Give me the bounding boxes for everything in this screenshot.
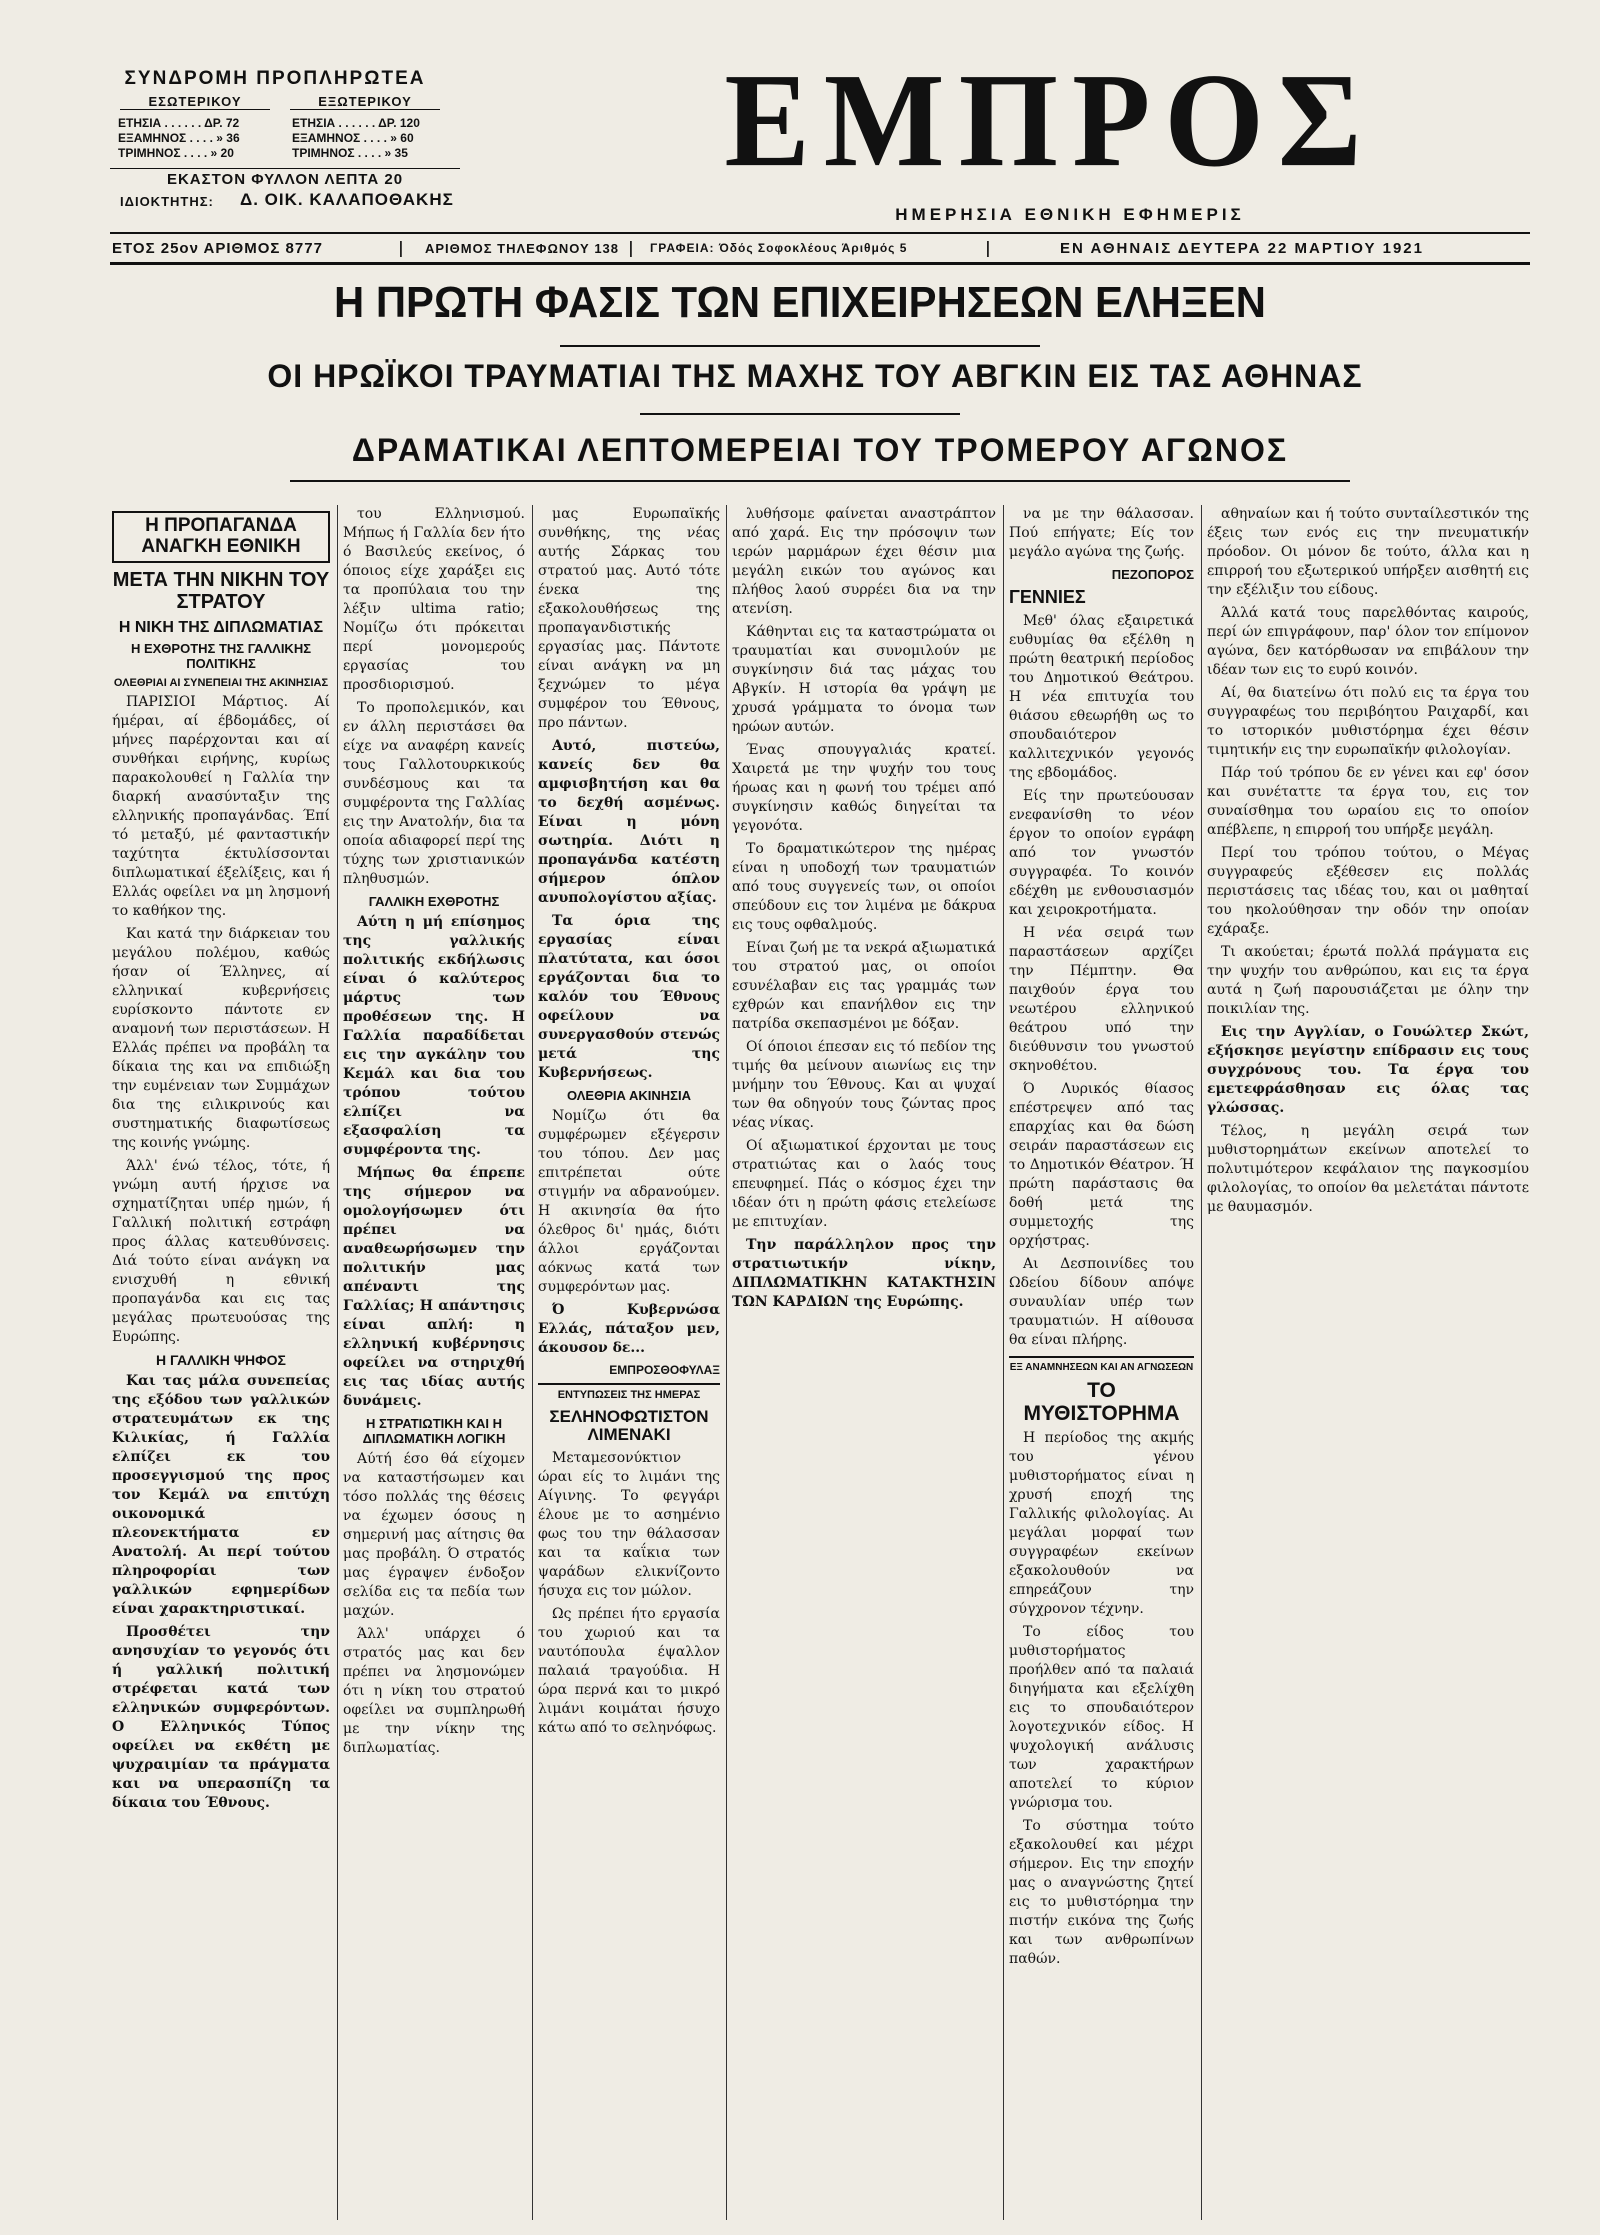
column-divider xyxy=(532,505,533,2220)
article-paragraph: Προσθέτει την ανησυχίαν το γεγονός ότι ή γαλλική πολιτική στρέφεται κατά των ελληνικών συμφερόντων. Ο Ελληνικός Τύπος οφείλει να εκθέτη με ψυχραιμίαν τα πράγματα και να υπερασπίζη τα δίκαια του Έθνους. xyxy=(112,1624,330,1812)
article-paragraph: Νομίζω ότι θα συμφέρωμεν εξέγερσιν του τόπου. Δεν μας επιτρέπεται ούτε στιγμήν να αδρανούμεν. Η ακινησία θα ήτο όλεθρος δι' ημάς, διότι άλλοι εργάζονται αόκνως κατά των συμφερόντων μας. xyxy=(538,1108,720,1296)
article-paragraph: Αύτη η μή επίσημος της γαλλικής πολιτικής εκδήλωσις είναι ό καλύτερος μάρτυς των προθέσεων της. Η Γαλλία παραδίδεται εις την αγκάλην του Κεμάλ και δια του τρόπου τούτου ελπίζει να εξασφαλίση τα συμφέροντα της. xyxy=(343,914,525,1159)
article-paragraph: αθηναίων και ή τούτο συνταίλεστικόν της έξεις των ενός εις την πνευματικήν πρόοδον. Οι μόνον δε τούτο, άλλα και η επιρροή του εξωτερικού υπήρξεν αισθητή εις την εξέλιξιν του είδους. xyxy=(1207,506,1529,598)
article-paragraph: Είναι ζωή με τα νεκρά αξιωματικά του στρατού μας, οι οποίοι εσυνέλαβαν εις τας γραμμάς των εχθρών και επανήλθον εις την πατρίδα σκεπασμένοι με δόξαν. xyxy=(732,940,996,1032)
article-signature: ΕΜΠΡΟΣΘΟΦΥΛΑΞ xyxy=(609,1363,720,1378)
owner-name: Δ. ΟΙΚ. ΚΑΛΑΠΟΘΑΚΗΣ xyxy=(240,190,454,209)
article-paragraph: Το είδος του μυθιστορήματος προήλθεν από τα παλαιά διηγήματα και εξελίχθη εις το σπουδαιότερον λογοτεχνικόν είδος. Η ψυχολογική ανάλυσις των χαρακτήρων αποτελεί το κύριον γνώρισμα του. xyxy=(1009,1624,1194,1812)
article-paragraph: Αύτή έσο θά είχομεν να καταστήσωμεν και τόσο πολλάς της θέσεις να έχωμεν όσους η σημερινή μας αίτησις θα μας προβάλη. Ό στρατός μας έγραψεν ένδοξον σελίδα εις τα πεδία των μαχών. xyxy=(343,1450,525,1619)
article-paragraph: Το προπολεμικόν, και εν άλλη περιστάσει θα είχε να αναφέρη κανείς τους Γαλλοτουρκικούς συνδέσμους και τα συμφέροντα της Γαλλίας εις την Ανατολήν, δια τα οποία αδιαφορεί περί της τύχης των χριστιανικών πληθυσμών. xyxy=(343,700,525,887)
owner-label: ΙΔΙΟΚΤΗΤΗΣ: xyxy=(120,194,214,209)
article-paragraph: Μεθ' όλας εξαιρετικά ευθυμίας θα εξέλθη η πρώτη θεατρική περίοδος του Δημοτικού Θεάτρου. Η νέα επιτυχία του θιάσου εθεωρήθη ως το σπουδαιότερον καλλιτεχνικόν γεγονός της εβδομάδος. xyxy=(1009,613,1194,782)
headline-tertiary: ΔΡΑΜΑΤΙΚΑΙ ΛΕΠΤΟΜΕΡΕΙΑΙ ΤΟΥ ΤΡΟΜΕΡΟΥ ΑΓΩΝΟΣ xyxy=(351,432,1289,468)
offices-address: ΓΡΑΦΕΙΑ: Όδός Σοφοκλέους Άριθμός 5 xyxy=(650,241,908,255)
headline-secondary: ΟΙ ΗΡΩΪΚΟΙ ΤΡΑΥΜΑΤΙΑΙ ΤΗΣ ΜΑΧΗΣ ΤΟΥ ΑΒΓΚΙΝ ΕΙΣ ΤΑΣ ΑΘΗΝΑΣ xyxy=(267,358,1363,394)
separator-mark: | xyxy=(398,238,404,257)
article-signature: ΠΕΖΟΠΟΡΟΣ xyxy=(1111,567,1194,582)
article-paragraph: Οί όποιοι έπεσαν εις τό πεδίον της τιμής θα μείνουν αιωνίως εις την μνήμην του Έθνους. Και αι ψυχαί των θα οδηγούν τους ζώντας προς νέας νίκας. xyxy=(732,1039,996,1131)
section-heading: Η ΓΑΛΛΙΚΗ ΨΗΦΟΣ xyxy=(156,1352,286,1369)
headline-rule xyxy=(640,413,960,415)
rate-row: ΤΡΙΜΗΝΟΣ . . . . » 35 xyxy=(292,146,408,160)
subscription-domestic-label: ΕΣΩΤΕΡΙΚΟΥ xyxy=(120,94,270,110)
foreign-rates xyxy=(292,116,462,161)
article-paragraph: Ως πρέπει ήτο εργασία του χωριού και τα ναυτόπουλα έψαλλον παλαιά τραγούδια. Η ώρα περνά και το μικρό λιμάνι κοιμάται ήσυχο κάτω από το σεληνόφως. xyxy=(538,1605,720,1736)
rate-row: ΤΡΙΜΗΝΟΣ . . . . » 20 xyxy=(118,146,234,160)
article-paragraph: Τα όρια της εργασίας είναι πλατύτατα, και όσοι εργάζονται δια το καλόν του Έθνους οφείλουν να συνεργασθούν στενώς μετά της Κυβερνήσεως. xyxy=(538,913,720,1081)
article-paragraph: Άλλά κατά τους παρελθόντας καιρούς, περί ών επιγράφουν, παρ' όλον τον επίμονον αγώνα, δεν κατόρθωσαν να επιβάλουν την ιδέαν των εις το ευρύ κοινόν. xyxy=(1207,605,1529,678)
article-paragraph: Πάρ τού τρόπου δε εν γένει και εφ' όσον και συνέταττε τα έργα του, εις τον συναίσθημα του ωραίου εις το οποίον απέβλεπε, η επιρροή του υπήρξε μεγάλη. xyxy=(1207,765,1529,838)
article-paragraph: Είς την πρωτεύουσαν ενεφανίσθη το νέον έργον το οποίον εγράφη από τον γνωστόν συγγραφέα. Το κοινόν εδέχθη με ενθουσιασμόν και χειροκροτήματα. xyxy=(1009,788,1194,919)
article-paragraph: Και τας μάλα συνεπείας της εξόδου των γαλλικών στρατευμάτων εκ της Κιλικίας, ή Γαλλία ελπίζει εκ του προσεγγισμού της προς τον Κεμάλ να επιτύχη οικονομικά πλεονεκτήματα εν Ανατολή. Αι περί τούτου πληροφορίαι των γαλλικών εφημερίδων είναι χαρακτηριστικαί. xyxy=(112,1373,330,1618)
box-heading: ΕΝΤΥΠΩΣΕΙΣ ΤΗΣ ΗΜΕΡΑΣ xyxy=(538,1383,720,1401)
info-bar-bottom-rule xyxy=(110,262,1530,265)
masthead-subtitle: ΗΜΕΡΗΣΙΑ ΕΘΝΙΚΗ ΕΦΗΜΕΡΙΣ xyxy=(895,205,1245,224)
column-4 xyxy=(732,505,996,2220)
article-headline: ΣΕΛΗΝΟΦΩΤΙΣΤΟΝ ΛΙΜΕΝΑΚΙ xyxy=(549,1406,709,1445)
article-paragraph: Και κατά την διάρκειαν του μεγάλου πολέμου, καθώς ήσαν οί Έλληνες, αί ελληνικαί κυβερνήσεις ευρίσκοντο πάντοτε εν αναμονή των περιστάσεων. Η Ελλάς πρέπει να προβάλη τα δίκαια της και να επιδιώξη την ευμένειαν των Συμμάχων δια της ειλικρινούς και συστηματικής διαφωτίσεως της κοινής γνώμης. xyxy=(112,926,330,1152)
headline-underline xyxy=(290,480,1350,482)
section-heading: ΓΑΛΛΙΚΗ ΕΧΘΡΟΤΗΣ xyxy=(368,894,500,909)
column-divider xyxy=(726,505,727,2220)
rate-row: ΕΞΑΜΗΝΟΣ . . . . » 60 xyxy=(292,131,414,145)
subscription-foreign-label: ΕΞΩΤΕΡΙΚΟΥ xyxy=(290,94,440,110)
separator-mark: | xyxy=(985,238,991,257)
box-heading: ΕΞ ΑΝΑΜΝΗΣΕΩΝ ΚΑΙ ΑΝ ΑΓΝΩΣΕΩΝ xyxy=(1009,1356,1194,1373)
column-6 xyxy=(1207,505,1529,2220)
article-paragraph: Οί αξιωματικοί έρχονται με τους στρατιώτας και ο λαός τους επευφημεί. Πάς ο κόσμος έχει την ιδέαν ότι η πρώτη φάσις ετελείωσε με επιτυχίαν. xyxy=(732,1138,996,1230)
column-2 xyxy=(343,505,525,2220)
article-paragraph: Εις την Αγγλίαν, ο Γουώλτερ Σκώτ, εξήσκησε μεγίστην επίδρασιν εις τους συγχρόνους του. Τα έργα του εμετεφράσθησαν εις όλας τας γλώσσας. xyxy=(1207,1024,1529,1116)
phone-number: ΑΡΙΘΜΟΣ ΤΗΛΕΦΩΝΟΥ 138 xyxy=(425,241,620,256)
separator-mark: | xyxy=(628,238,634,257)
article-paragraph: Αί, θα διατείνω ότι πολύ εις τα έργα του συγγραφέως του περιβόητου Ραιχαρδί, και το ιστορικόν μυθιστόρημα έχει θέσιν τιμητικήν εις την ευρωπαϊκήν φιλολογίαν. xyxy=(1207,685,1529,758)
article-paragraph: μας Ευρωπαϊκής συνθήκης, της νέας αυτής Σάρκας του στρατού μας. Αυτό τότε ένεκα της εξακολουθήσεως της προπαγανδιστικής εργασίας μας. Πάντοτε είναι ανάγκη να μη ξεχνώμεν το μέγα συμφέρον του Έθνους, προ πάντων. xyxy=(538,506,720,731)
article-paragraph: Άλλ' ένώ τέλος, τότε, ή γνώμη αυτή ήρχισε να σχηματίζηται υπέρ ημών, ή Γαλλική πολιτική εστράφη προς άλλας κατευθύνσεις. Διά τούτο είναι ανάγκη να ενισχυθή η εθνική προπαγάνδα και εις τας μεγάλας πρωτευούσας της Ευρώπης. xyxy=(112,1158,330,1346)
article-paragraph: Αυτό, πιστεύω, κανείς δεν θα αμφισβητήση και θα το δεχθή ασμένως. Είναι η μόνη σωτηρία. Διότι η προπαγάνδα κατέστη σήμερον όπλον ανυπολογίστου αξίας. xyxy=(538,738,720,906)
article-paragraph: Η περίοδος της ακμής του γένου μυθιστορήματος είναι η χρυσή εποχή της Γαλλικής φιλολογίας. Αι μεγάλαι μορφαί των συγγραφέων εκείνων εξακολουθούν να επηρεάζουν την σύγχρονον τέχνην. xyxy=(1009,1430,1194,1618)
headline-rule xyxy=(560,345,1040,347)
article-paragraph: Μήπως θα έπρεπε της σήμερον να ομολογήσωμεν ότι πρέπει να αναθεωρήσωμεν την πολιτικήν μας απέναντι της Γαλλίας; Η απάντησις είναι απλή: η ελληνική κυβέρνησις οφείλει να στηριχθή εις τας ιδίας αυτής δυνάμεις. xyxy=(343,1165,525,1410)
article-headline: ΤΟ ΜΥΘΙΣΤΟΡΗΜΑ xyxy=(1023,1379,1180,1426)
issue-price: ΕΚΑΣΤΟΝ ΦΥΛΛΟΝ ΛΕΠΤΑ 20 xyxy=(110,168,460,188)
article-paragraph: Μεταμεσονύκτιον ώραι είς το λιμάνι της Αίγινης. Το φεγγάρι έλουε με το ασημένιο φως του την θάλασσαν και τα καΐκια των ψαράδων ελικνίζοντο ήσυχα εις τον μώλον. xyxy=(538,1449,720,1599)
article-paragraph: Κάθηνται εις τα καταστρώματα οι τραυματίαι και συνομιλούν με συγκίνησιν διά τας μάχας του Αβγκίν. Η ιστορία θα γράψη με χρυσά γράμματα το όνομα των ηρώων αυτών. xyxy=(732,624,996,735)
article-paragraph: Το δραματικώτερον της ημέρας είναι η υποδοχή των τραυματιών από τους συγγενείς των, οι οποίοι σπεύδουν εις τον λιμένα με δάκρυα εις τους οφθαλμούς. xyxy=(732,841,996,933)
article-paragraph: Ένας σπουγγαλιάς κρατεί. Χαιρετά με την ψυχήν του τους ήρωας και η φωνή του τρέμει από συγκίνησιν καθώς διηγείται τα γεγονότα. xyxy=(732,742,996,834)
article-subheadline: Η ΝΙΚΗ ΤΗΣ ΔΙΠΛΩΜΑΤΙΑΣ xyxy=(118,618,324,636)
column-divider xyxy=(337,505,338,2220)
article-paragraph: Το σύστημα τούτο εξακολουθεί και μέχρι σήμερον. Εις την εποχήν μας ο αναγνώστης ζητεί εις το μυθιστόρημα την πιστήν εικόνα της ζωής και των ανθρωπίνων παθών. xyxy=(1009,1818,1194,1968)
section-heading: ΓΕΝΝΙΕΣ xyxy=(1009,587,1086,608)
section-heading: Η ΣΤΡΑΤΙΩΤΙΚΗ ΚΑΙ Η ΔΙΠΛΩΜΑΤΙΚΗ ΛΟΓΙΚΗ xyxy=(362,1416,506,1446)
domestic-rates xyxy=(118,116,288,161)
headline-main: Η ΠΡΩΤΗ ΦΑΣΙΣ ΤΩΝ ΕΠΙΧΕΙΡΗΣΕΩΝ ΕΛΗΞΕΝ xyxy=(334,278,1266,327)
article-paragraph: Περί του τρόπου τούτου, ο Μέγας συγγραφεύς εξέθεσεν εις πολλάς περιστάσεις τας ιδέας του, και οι μαθηταί του ηκολούθησαν την οδόν την οποίαν εχάραξε. xyxy=(1207,845,1529,937)
section-heading: ΟΛΕΘΡΙΑ ΑΚΙΝΗΣΙΑ xyxy=(567,1088,691,1103)
article-paragraph: Αι Δεσποινίδες του Ωδείου δίδουν απόψε συναυλίαν υπέρ των τραυματιών. Η αίθουσα θα είναι πλήρης. xyxy=(1009,1256,1194,1349)
article-paragraph: ΠΑΡΙΣΙΟΙ Μάρτιος. Αί ήμέραι, αί έβδομάδες, οί μήνες παρέρχονται και αί συνθήκαι ειρήνης, κυρίως παρακολουθεί η Γαλλία την διαρκή ανασύνταξιν της ελληνικής προπαγάνδας. Έπί τό μεταξύ, μέ φανταστικήν ταχύτητα έκτυλίσσονται διπλωματικαί έξελίξεις, και ή Ελλάς οφείλει να μη λησμονή το καθήκον της. xyxy=(112,694,330,920)
article-paragraph: Τέλος, η μεγάλη σειρά των μυθιστορημάτων εκείνων αποτελεί το πολυτιμότερον κεφάλαιον της παγκοσμίου φιλολογίας, το οποίον θα μελετάται πάντοτε με θαυμασμόν. xyxy=(1207,1123,1529,1215)
info-bar-top-rule xyxy=(110,232,1530,234)
article-subheadline: ΟΛΕΘΡΙΑΙ ΑΙ ΣΥΝΕΠΕΙΑΙ ΤΗΣ ΑΚΙΝΗΣΙΑΣ xyxy=(113,676,329,689)
issue-date: ΕΝ ΑΘΗΝΑΙΣ ΔΕΥΤΕΡΑ 22 ΜΑΡΤΙΟΥ 1921 xyxy=(1060,240,1424,257)
article-paragraph: Τι ακούεται; έρωτά πολλά πράγματα εις την ψυχήν του ανθρώπου, και εις τα έργα αυτά η ζωή παρουσιάζεται με όλην την ποικιλίαν της. xyxy=(1207,944,1529,1017)
masthead-title: ΕΜΠΡΟΣ xyxy=(724,45,1376,195)
article-subheadline: ΜΕΤΑ ΤΗΝ ΝΙΚΗΝ ΤΟΥ ΣΤΡΑΤΟΥ xyxy=(112,568,330,613)
rate-row: ΕΞΑΜΗΝΟΣ . . . . » 36 xyxy=(118,131,240,145)
article-subheadline: Η ΕΧΘΡΟΤΗΣ ΤΗΣ ΓΑΛΛΙΚΗΣ ΠΟΛΙΤΙΚΗΣ xyxy=(130,641,312,671)
column-divider xyxy=(1201,505,1202,2220)
article-paragraph: λυθήσομε φαίνεται αναστράπτον από χαρά. Εις την πρόσοψιν των ιερών μαρμάρων έχει θέσιν μια μεγάλη εικών του αγώνος και πλήθος λαού συρρέει δια να την ατενίση. xyxy=(732,506,996,617)
article-paragraph: Ό Κυβερνώσα Ελλάς, πάταξον μεν, άκουσον δε... xyxy=(538,1302,720,1357)
column-divider xyxy=(1003,505,1004,2220)
column-1 xyxy=(112,505,330,2220)
rate-row: ΕΤΗΣΙΑ . . . . . . ΔΡ. 72 xyxy=(118,116,240,130)
article-paragraph: του Ελληνισμού. Μήπως ή Γαλλία δεν ήτο ό Βασιλεύς εκείνος, ό όποιος είχε χαράξει εις τα προπύλαια του την λέξιν ultima ratio; Νομίζω ότι πρόκειται περί μονομερούς εργασίας του προσδιορισμού. xyxy=(343,506,525,693)
article-headline: Η ΠΡΟΠΑΓΑΝΔΑ ΑΝΑΓΚΗ ΕΘΝΙΚΗ xyxy=(112,511,330,563)
year-issue: ΕΤΟΣ 25ον ΑΡΙΘΜΟΣ 8777 xyxy=(112,240,323,257)
column-3 xyxy=(538,505,720,2220)
article-paragraph: Την παράλληλον προς την στρατιωτικήν νίκην, ΔΙΠΛΩΜΑΤΙΚΗΝ ΚΑΤΑΚΤΗΣΙΝ ΤΩΝ ΚΑΡΔΙΩΝ της Ευρώπης. xyxy=(732,1237,996,1310)
subscription-title: ΣΥΝΔΡΟΜΗ ΠΡΟΠΛΗΡΩΤΕΑ xyxy=(124,68,426,89)
article-paragraph: Η νέα σειρά των παραστάσεων αρχίζει την Πέμπτην. Θα παιχθούν έργα του νεωτέρου ελληνικού θεάτρου υπό την διεύθυνσιν του γνωστού σκηνοθέτου. xyxy=(1009,925,1194,1075)
rate-row: ΕΤΗΣΙΑ . . . . . . ΔΡ. 120 xyxy=(292,116,420,130)
article-paragraph: Άλλ' υπάρχει ό στρατός μας και δεν πρέπει να λησμονώμεν ότι η νίκη του στρατού οφείλει να συμπληρωθή με την νίκην της διπλωματίας. xyxy=(343,1625,525,1756)
column-5 xyxy=(1009,505,1194,2220)
article-paragraph: να με την θάλασσαν. Πού επήγατε; Είς τον μεγάλο αγώνα της ζωής. xyxy=(1009,506,1194,560)
article-paragraph: Ό Λυρικός θίασος επέστρεψεν από τας επαρχίας και θα δώση σειράν παραστάσεων εις το Δημοτικόν Θέατρον. Ή πρώτη παράστασις θα δοθή μετά της συμμετοχής της ορχήστρας. xyxy=(1009,1081,1194,1250)
